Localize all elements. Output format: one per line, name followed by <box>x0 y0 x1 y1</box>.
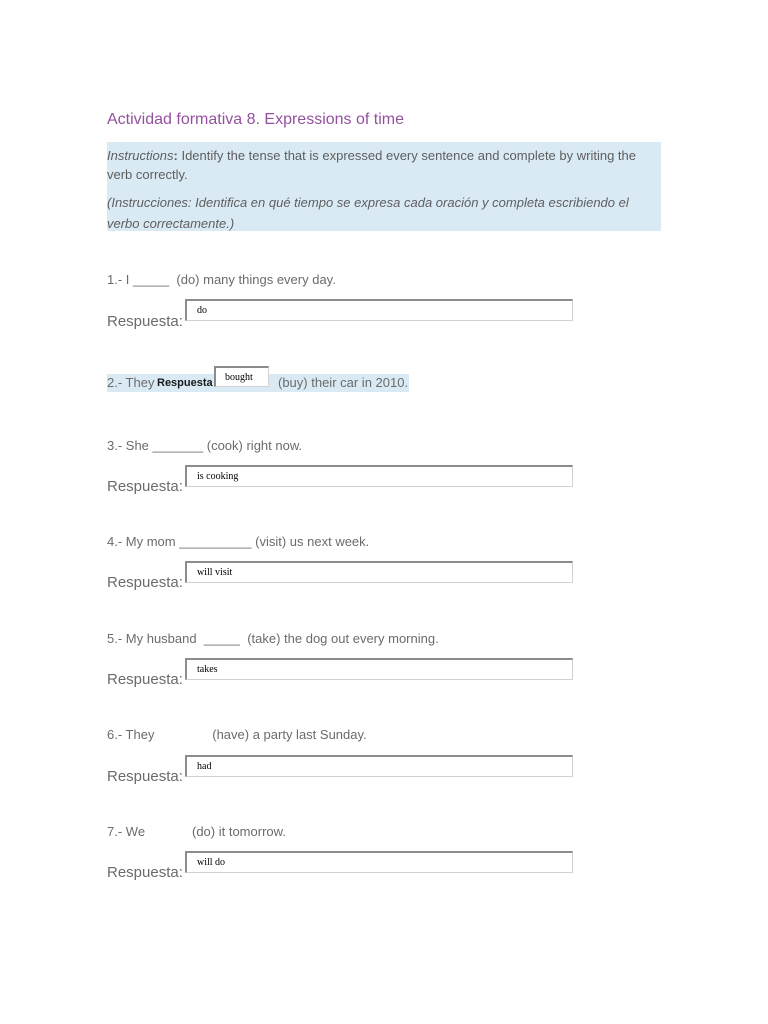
answer-label: Respuesta: <box>107 864 183 881</box>
answer-label: Respuesta: <box>107 478 183 495</box>
answer-field-6[interactable] <box>185 755 573 777</box>
answer-label: Respuesta: <box>107 574 183 591</box>
question-text: 3.- She _______ (cook) right now. <box>107 438 303 453</box>
question-text: 6.- They (have) a party last Sunday. <box>107 727 367 742</box>
answer-label: Respuesta: <box>107 671 183 688</box>
answer-field-7[interactable] <box>185 851 573 873</box>
answer-label: Respuesta: <box>107 768 183 785</box>
instructions-separator: : <box>173 148 178 163</box>
instructions-english <box>107 142 652 184</box>
answer-label: Respuesta: <box>107 313 183 330</box>
answer-field-4[interactable] <box>185 561 573 583</box>
question-text: 4.- My mom __________ (visit) us next week. <box>107 534 370 549</box>
instructions-spanish: (Instrucciones: Identifica en qué tiempo se expresa cada oración y completa escribiendo el verbo correctamente.) <box>107 195 629 231</box>
question-text-suffix: (buy) their car in 2010. <box>278 375 409 390</box>
answer-field-3[interactable] <box>185 465 573 487</box>
answer-field-2[interactable] <box>214 366 269 387</box>
instructions-box <box>107 142 661 231</box>
page-title: Actividad formativa 8. Expressions of time <box>107 111 405 128</box>
answer-field-5[interactable] <box>185 658 573 680</box>
question-text: 2.- They <box>107 375 155 390</box>
instructions-text: Identify the tense that is expressed every sentence and complete by writing the verb correctly. <box>107 148 636 182</box>
question-text: 1.- I _____ (do) many things every day. <box>107 272 336 287</box>
instructions-label: Instructions <box>107 148 174 163</box>
answer-field-1[interactable] <box>185 299 573 321</box>
question-text: 7.- We (do) it tomorrow. <box>107 824 286 839</box>
answer-label: Respuesta <box>157 377 213 389</box>
question-text: 5.- My husband _____ (take) the dog out every morning. <box>107 631 439 646</box>
